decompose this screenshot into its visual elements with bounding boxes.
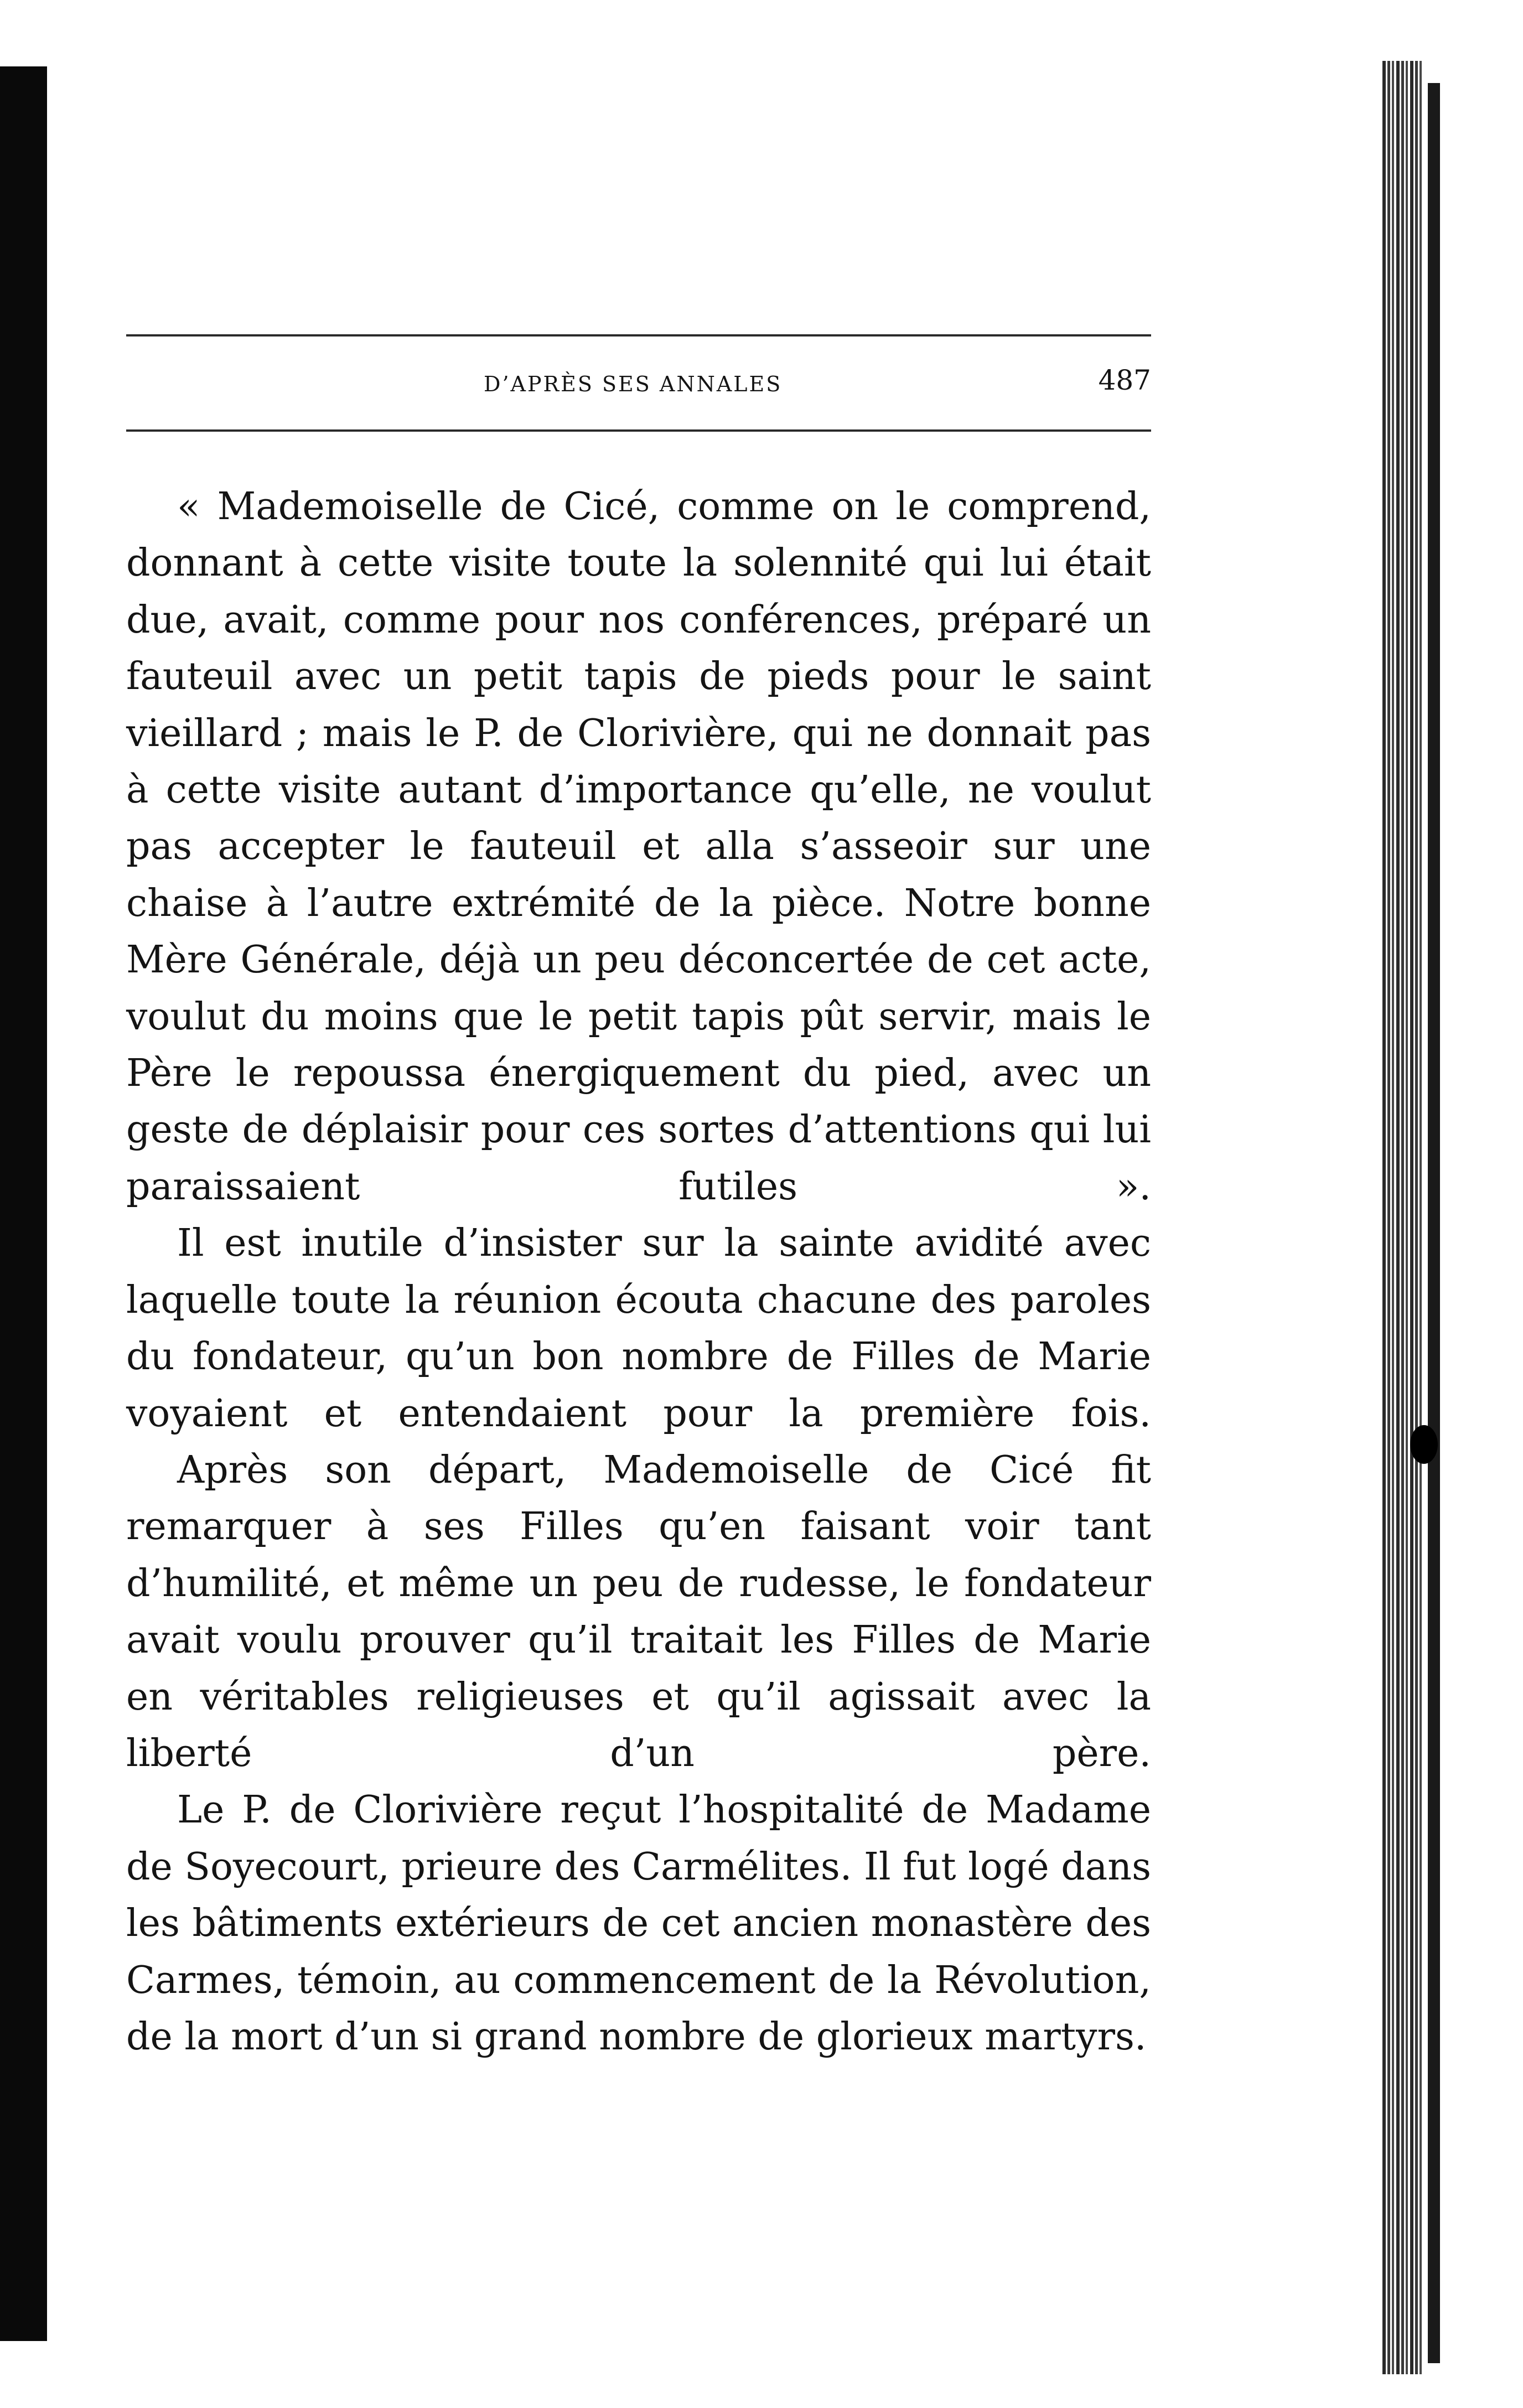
page-number: 487 xyxy=(1098,364,1151,396)
paragraph: Le P. de Clorivière reçut l’hospitalité de Madame de Soyecourt, prieure des Carmélites. Il fut logé dans les bâtiments extérieurs de cet ancien monastère des Carmes, témoin, au commencement de la Révolution, de la mort d’un si grand nombre de glorieux martyrs. xyxy=(126,1788,1151,2059)
page-edge-right-inner xyxy=(1428,83,1440,2363)
binding-hole xyxy=(1410,1425,1438,1464)
paragraph: « Mademoiselle de Cicé, comme on le comprend, donnant à cette visite toute la solennité qui lui était due, avait, comme pour nos conférences, préparé un fauteuil avec un petit tapis de pieds pour le saint vieillard ; mais le P. de Clorivière, qui ne donnait pas à cette visite autant d’importance qu’elle, ne voulut pas accepter le fauteuil et alla s’asseoir sur une chaise à l’autre extrémité de la pièce. Notre bonne Mère Générale, déjà un peu déconcertée de cet acte, voulut du moins que le petit tapis pût servir, mais le Père le repoussa énergiquement du pied, avec un geste de déplaisir pour ces sortes d’attentions qui lui paraissaient futiles ». xyxy=(126,485,1151,1209)
paragraph: Il est inutile d’insister sur la sainte avidité avec laquelle toute la réunion écouta chacune des paroles du fondateur, qu’un bon nombre de Filles de Marie voyaient et entendaient pour la première fois. xyxy=(126,1221,1151,1436)
header-rule-bottom xyxy=(126,429,1151,432)
running-head xyxy=(126,360,1151,404)
running-title: D’APRÈS SES ANNALES xyxy=(484,372,783,396)
body-text xyxy=(126,479,1151,2065)
header-rule-top xyxy=(126,334,1151,336)
paragraph: Après son départ, Mademoiselle de Cicé fit remarquer à ses Filles qu’en faisant voir tant d’humilité, et même un peu de rudesse, le fondateur avait voulu prouver qu’il traitait les Filles de Marie en véritables religieuses et qu’il agissait avec la liberté d’un père. xyxy=(126,1448,1151,1775)
page-edge-right xyxy=(1382,61,1422,2374)
binding-shadow-left xyxy=(0,66,47,2341)
